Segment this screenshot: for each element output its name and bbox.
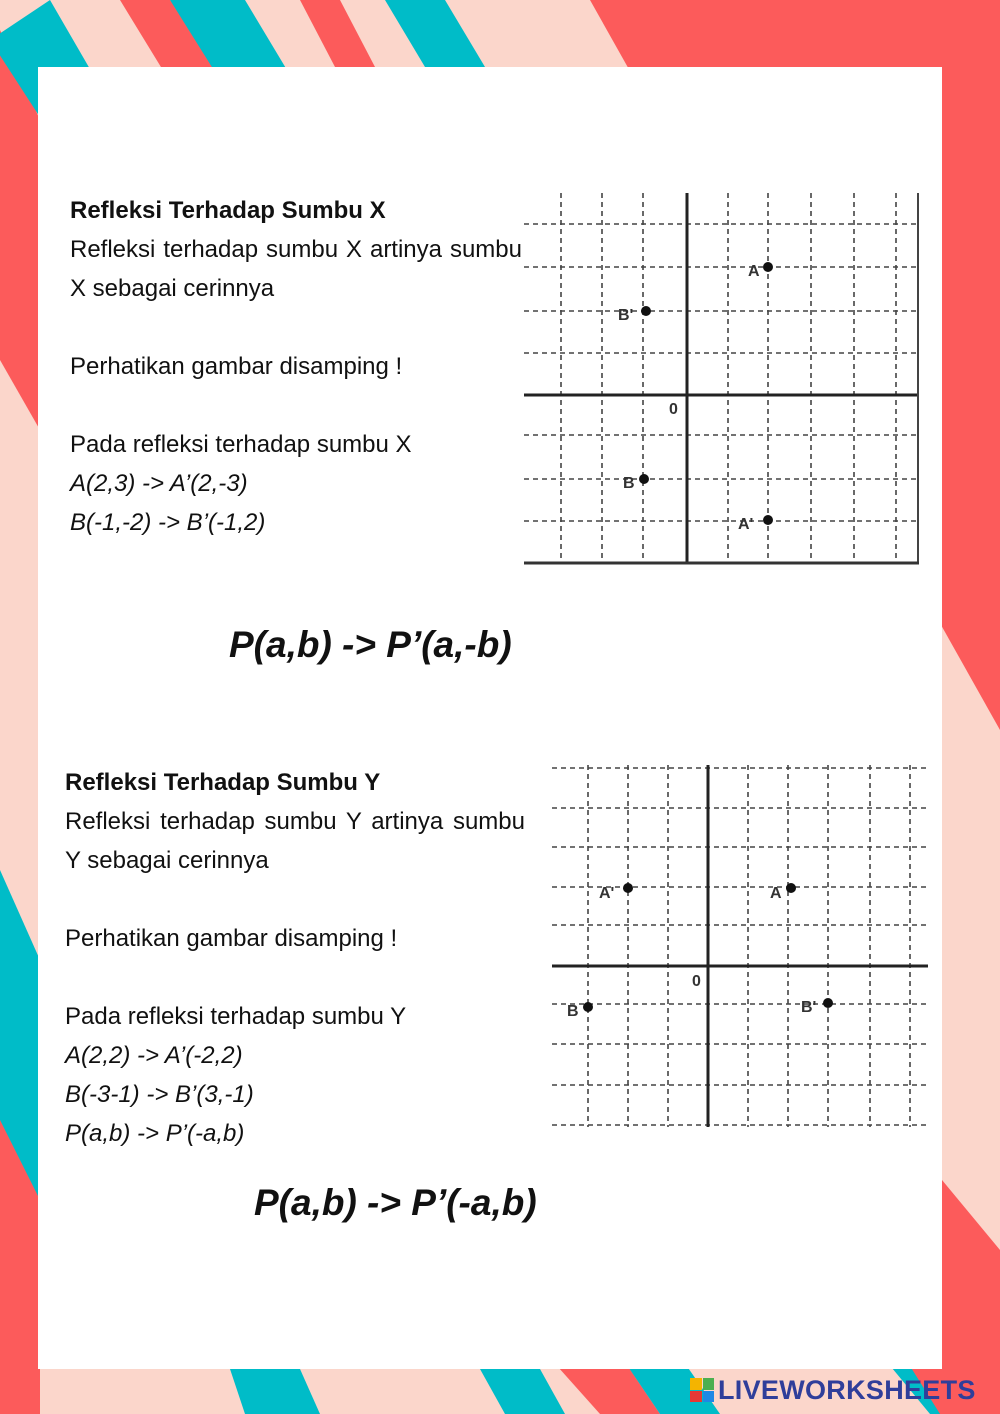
example-line: A(2,2) -> A’(-2,2) xyxy=(65,1042,243,1069)
point-b-prime xyxy=(641,306,651,316)
liveworksheets-logo[interactable] xyxy=(690,1374,976,1406)
formula-reflection-y: P(a,b) -> P’(-a,b) xyxy=(254,1182,537,1223)
formula-reflection-x: P(a,b) -> P’(a,-b) xyxy=(229,624,512,665)
origin-label: 0 xyxy=(692,973,701,990)
point-a xyxy=(786,883,796,893)
point-a-label: A xyxy=(770,885,782,902)
point-b-prime-label: B' xyxy=(801,999,817,1016)
point-b-label: B xyxy=(623,475,635,492)
examples-intro: Pada refleksi terhadap sumbu X xyxy=(70,431,412,458)
section-title: Refleksi Terhadap Sumbu Y xyxy=(65,769,381,796)
section-reflection-x-axis xyxy=(70,191,522,542)
section-reflection-y-axis xyxy=(65,763,525,1153)
example-line: A(2,3) -> A’(2,-3) xyxy=(70,470,248,497)
figure-note: Perhatikan gambar disamping ! xyxy=(70,353,403,380)
point-b xyxy=(583,1002,593,1012)
point-b-prime xyxy=(823,998,833,1008)
point-b xyxy=(639,474,649,484)
example-line: B(-3-1) -> B’(3,-1) xyxy=(65,1081,254,1108)
section-title: Refleksi Terhadap Sumbu X xyxy=(70,197,386,224)
point-b-label: B xyxy=(567,1003,579,1020)
section-description: Refleksi terhadap sumbu X artinya sumbu X sebagai cerinnya xyxy=(70,236,522,302)
examples-intro: Pada refleksi terhadap sumbu Y xyxy=(65,1003,407,1030)
grid-figure-x-axis xyxy=(524,193,922,567)
point-a-prime xyxy=(763,515,773,525)
grid-figure-y-axis xyxy=(552,765,930,1129)
figure-note: Perhatikan gambar disamping ! xyxy=(65,925,398,952)
example-line: P(a,b) -> P’(-a,b) xyxy=(65,1120,245,1147)
liveworksheets-logo-icon xyxy=(690,1378,714,1402)
origin-label: 0 xyxy=(669,401,678,418)
point-a-label: A xyxy=(748,263,760,280)
point-a xyxy=(763,262,773,272)
logo-text: LIVEWORKSHEETS xyxy=(718,1374,976,1405)
point-b-prime-label: B' xyxy=(618,307,634,324)
section-description: Refleksi terhadap sumbu Y artinya sumbu Y sebagai cerinnya xyxy=(65,808,525,874)
point-a-prime xyxy=(623,883,633,893)
point-a-prime-label: A' xyxy=(738,516,754,533)
example-line: B(-1,-2) -> B’(-1,2) xyxy=(70,509,266,536)
point-a-prime-label: A' xyxy=(599,885,615,902)
